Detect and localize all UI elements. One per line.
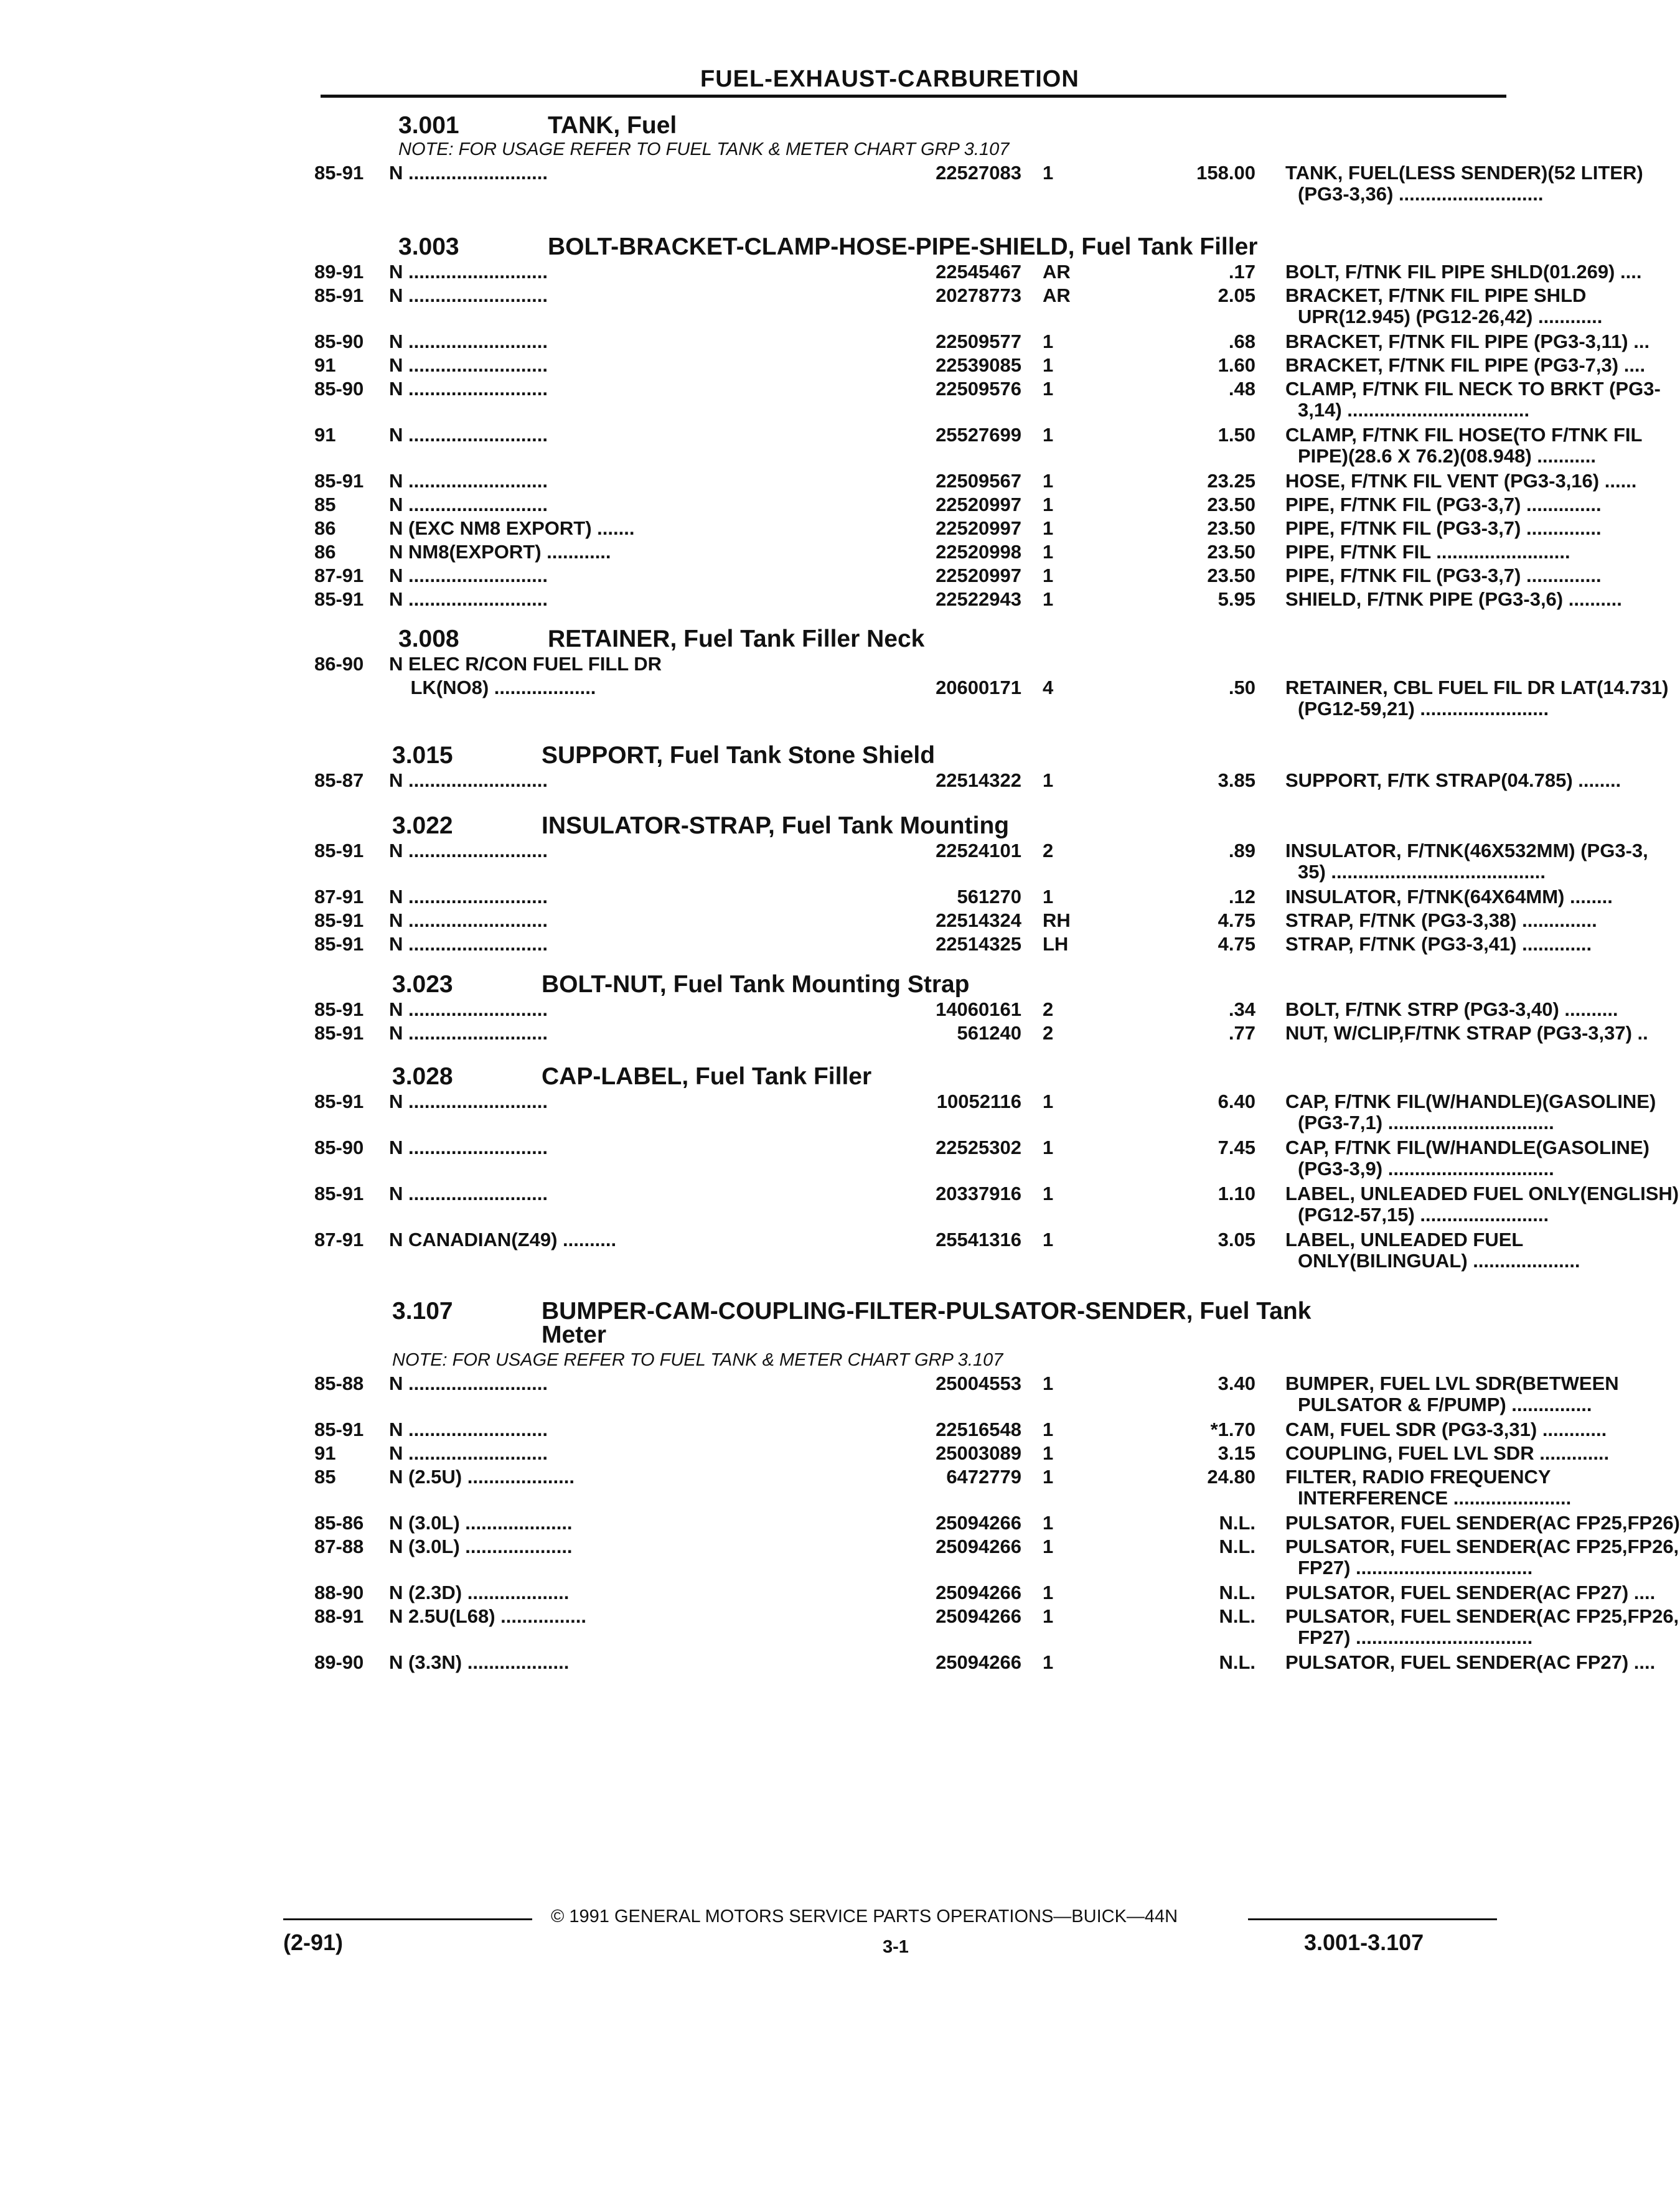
price: .68 <box>1228 331 1255 352</box>
model-years: 89-91 <box>314 261 364 283</box>
group-number: 3.022 <box>392 812 453 839</box>
description: CAM, FUEL SDR (PG3-3,31) ............ <box>1285 1419 1607 1440</box>
part-number: 22514324 <box>936 909 1021 931</box>
usage: N (EXC NM8 EXPORT) ....... <box>389 517 635 539</box>
part-number: 25094266 <box>936 1536 1021 1557</box>
price: .12 <box>1228 886 1255 908</box>
description: PULSATOR, FUEL SENDER(AC FP25,FP26, <box>1285 1605 1679 1627</box>
footer-page-number: 3-1 <box>883 1937 909 1957</box>
footer-group-range: 3.001-3.107 <box>1304 1930 1424 1955</box>
usage: N .......................... <box>389 1183 548 1204</box>
part-number: 25094266 <box>936 1651 1021 1673</box>
group-title: INSULATOR-STRAP, Fuel Tank Mounting <box>542 812 1010 839</box>
part-number: 22514322 <box>936 769 1021 791</box>
part-number: 22509567 <box>936 470 1021 492</box>
table-row <box>314 565 1602 588</box>
group-number: 3.003 <box>398 233 459 260</box>
description: FILTER, RADIO FREQUENCY <box>1285 1466 1551 1488</box>
description: SHIELD, F/TNK PIPE (PG3-3,6) .......... <box>1285 588 1622 610</box>
price: 23.25 <box>1207 470 1255 492</box>
model-years: 85-91 <box>314 1183 364 1204</box>
part-number: 561270 <box>957 886 1021 908</box>
table-row <box>314 470 1637 494</box>
model-years: 85-91 <box>314 284 364 306</box>
part-number: 25527699 <box>936 424 1021 446</box>
price: 24.80 <box>1207 1466 1255 1488</box>
price: 3.85 <box>1218 769 1255 791</box>
quantity: 1 <box>1043 517 1054 539</box>
price: N.L. <box>1219 1651 1255 1673</box>
quantity: 1 <box>1043 1442 1054 1464</box>
part-number: 22520998 <box>936 541 1021 563</box>
usage: N (2.5U) .................... <box>389 1466 575 1488</box>
table-row <box>314 1442 1610 1466</box>
table-row <box>314 261 1642 284</box>
description: HOSE, F/TNK FIL VENT (PG3-3,16) ...... <box>1285 470 1637 492</box>
model-years: 85-86 <box>314 1512 364 1534</box>
description-continued: 3,14) .................................. <box>1298 399 1530 421</box>
part-number: 22514325 <box>936 933 1021 955</box>
quantity: 4 <box>1043 677 1054 698</box>
quantity: 1 <box>1043 494 1054 515</box>
table-row <box>314 677 1669 700</box>
price: 23.50 <box>1207 494 1255 515</box>
table-row <box>314 517 1602 541</box>
table-row <box>314 541 1570 565</box>
price: 4.75 <box>1218 933 1255 955</box>
group-title: BOLT-BRACKET-CLAMP-HOSE-PIPE-SHIELD, Fuel Tank Filler <box>548 233 1258 260</box>
usage: N (3.3N) ................... <box>389 1651 570 1673</box>
quantity: 1 <box>1043 1091 1054 1112</box>
usage: N .......................... <box>389 354 548 376</box>
description-continued: (PG12-57,15) ........................ <box>1298 1204 1549 1226</box>
header-rule <box>321 95 1506 98</box>
usage: N .......................... <box>389 1442 548 1464</box>
quantity: LH <box>1043 933 1069 955</box>
usage: N .......................... <box>389 769 548 791</box>
quantity: 1 <box>1043 565 1054 586</box>
table-row <box>314 1091 1656 1114</box>
description: PULSATOR, FUEL SENDER(AC FP27) .... <box>1285 1651 1656 1673</box>
usage: N (2.3D) ................... <box>389 1582 570 1603</box>
quantity: 2 <box>1043 998 1054 1020</box>
part-number: 20600171 <box>936 677 1021 698</box>
quantity: 1 <box>1043 1512 1054 1534</box>
group-title: CAP-LABEL, Fuel Tank Filler <box>542 1063 872 1090</box>
description: BOLT, F/TNK FIL PIPE SHLD(01.269) .... <box>1285 261 1642 283</box>
table-row <box>314 769 1621 793</box>
description: BRACKET, F/TNK FIL PIPE (PG3-7,3) .... <box>1285 354 1646 376</box>
description: SUPPORT, F/TK STRAP(04.785) ........ <box>1285 769 1621 791</box>
description-continued: INTERFERENCE ...................... <box>1298 1487 1572 1509</box>
part-number: 22545467 <box>936 261 1021 283</box>
part-number: 25094266 <box>936 1512 1021 1534</box>
usage: N .......................... <box>389 1137 548 1158</box>
usage-note: NOTE: FOR USAGE REFER TO FUEL TANK & METER CHART GRP 3.107 <box>398 139 1010 159</box>
model-years: 88-90 <box>314 1582 364 1603</box>
model-years: 86 <box>314 517 336 539</box>
usage-note: NOTE: FOR USAGE REFER TO FUEL TANK & METER CHART GRP 3.107 <box>392 1350 1003 1370</box>
price: 4.75 <box>1218 909 1255 931</box>
usage: N .......................... <box>389 840 548 861</box>
model-years: 85-91 <box>314 162 364 184</box>
description: CLAMP, F/TNK FIL HOSE(TO F/TNK FIL <box>1285 424 1643 446</box>
part-number: 22525302 <box>936 1137 1021 1158</box>
model-years: 85-91 <box>314 588 364 610</box>
table-row <box>314 1512 1680 1536</box>
usage: N .......................... <box>389 424 548 446</box>
model-years: 85-91 <box>314 909 364 931</box>
part-number: 10052116 <box>936 1091 1021 1112</box>
quantity: 1 <box>1043 378 1054 400</box>
part-number: 25004553 <box>936 1372 1021 1394</box>
description-continued: PIPE)(28.6 X 76.2)(08.948) ........... <box>1298 445 1597 467</box>
description: BRACKET, F/TNK FIL PIPE (PG3-3,11) ... <box>1285 331 1650 352</box>
quantity: 1 <box>1043 1466 1054 1488</box>
table-row <box>314 494 1602 517</box>
description: BRACKET, F/TNK FIL PIPE SHLD <box>1285 284 1587 306</box>
price: 3.05 <box>1218 1229 1255 1250</box>
usage: N CANADIAN(Z49) .......... <box>389 1229 617 1250</box>
group-number: 3.015 <box>392 742 453 769</box>
group-number: 3.107 <box>392 1298 453 1325</box>
table-row <box>314 840 1648 863</box>
part-number: 14060161 <box>936 998 1021 1020</box>
part-number: 22516548 <box>936 1419 1021 1440</box>
quantity: 2 <box>1043 840 1054 861</box>
table-row <box>314 284 1587 308</box>
footer-rule-left <box>283 1918 532 1920</box>
usage: N (3.0L) .................... <box>389 1512 573 1534</box>
description-continued: 35) ........................................ <box>1298 861 1546 883</box>
group-number: 3.023 <box>392 971 453 998</box>
table-row <box>314 424 1643 448</box>
description-continued: (PG12-59,21) ........................ <box>1298 698 1549 720</box>
model-years: 85-91 <box>314 470 364 492</box>
price: 5.95 <box>1218 588 1255 610</box>
description: PIPE, F/TNK FIL (PG3-3,7) .............. <box>1285 494 1602 515</box>
page-header-title: FUEL-EXHAUST-CARBURETION <box>700 66 1079 92</box>
description: CLAMP, F/TNK FIL NECK TO BRKT (PG3- <box>1285 378 1661 400</box>
usage: N .......................... <box>389 588 548 610</box>
description: PULSATOR, FUEL SENDER(AC FP25,FP26) <box>1285 1512 1680 1534</box>
usage: N .......................... <box>389 1372 548 1394</box>
price: *1.70 <box>1210 1419 1255 1440</box>
group-title: TANK, Fuel <box>548 112 677 139</box>
quantity: 1 <box>1043 886 1054 908</box>
model-years: 87-91 <box>314 565 364 586</box>
part-number: 25094266 <box>936 1605 1021 1627</box>
usage: N .......................... <box>389 331 548 352</box>
description-continued: (PG3-3,9) ............................... <box>1298 1158 1554 1180</box>
usage: N .......................... <box>389 1419 548 1440</box>
table-row <box>314 1372 1619 1396</box>
quantity: 1 <box>1043 1582 1054 1603</box>
price: N.L. <box>1219 1512 1255 1534</box>
usage: N .......................... <box>389 284 548 306</box>
table-row <box>314 378 1661 401</box>
table-row <box>314 1229 1524 1252</box>
description: CAP, F/TNK FIL(W/HANDLE(GASOLINE) <box>1285 1137 1649 1158</box>
model-years: 85-90 <box>314 1137 364 1158</box>
description: LABEL, UNLEADED FUEL <box>1285 1229 1524 1250</box>
price: .89 <box>1228 840 1255 861</box>
part-number: 20337916 <box>936 1183 1021 1204</box>
description: PIPE, F/TNK FIL ......................... <box>1285 541 1570 563</box>
group-title: SUPPORT, Fuel Tank Stone Shield <box>542 742 936 769</box>
table-row <box>314 1022 1648 1046</box>
price: N.L. <box>1219 1582 1255 1603</box>
table-row <box>314 1536 1679 1559</box>
usage: N .......................... <box>389 998 548 1020</box>
description: PIPE, F/TNK FIL (PG3-3,7) .............. <box>1285 517 1602 539</box>
quantity: 1 <box>1043 1183 1054 1204</box>
table-row <box>314 1419 1607 1442</box>
model-years: 89-90 <box>314 1651 364 1673</box>
price: N.L. <box>1219 1605 1255 1627</box>
footer-rule-right <box>1248 1918 1497 1920</box>
table-row <box>314 653 1497 677</box>
table-row <box>314 331 1650 354</box>
price: 1.10 <box>1218 1183 1255 1204</box>
part-number: 20278773 <box>936 284 1021 306</box>
model-years: 85-90 <box>314 331 364 352</box>
description: INSULATOR, F/TNK(64X64MM) ........ <box>1285 886 1613 908</box>
group-title-continued: Meter <box>542 1321 607 1348</box>
part-number: 22524101 <box>936 840 1021 861</box>
price: .77 <box>1228 1022 1255 1044</box>
model-years: 85-91 <box>314 933 364 955</box>
price: 23.50 <box>1207 565 1255 586</box>
group-title: BUMPER-CAM-COUPLING-FILTER-PULSATOR-SENDER, Fuel Tank <box>542 1298 1312 1325</box>
model-years: 85-91 <box>314 840 364 861</box>
table-row <box>314 1651 1656 1675</box>
part-number: 22509576 <box>936 378 1021 400</box>
usage: N ELEC R/CON FUEL FILL DR <box>389 653 662 675</box>
description: COUPLING, FUEL LVL SDR ............. <box>1285 1442 1610 1464</box>
description-continued: ONLY(BILINGUAL) .................... <box>1298 1250 1580 1272</box>
model-years: 87-91 <box>314 886 364 908</box>
price: 23.50 <box>1207 541 1255 563</box>
part-number: 25541316 <box>936 1229 1021 1250</box>
quantity: 1 <box>1043 331 1054 352</box>
price: 2.05 <box>1218 284 1255 306</box>
quantity: 1 <box>1043 1229 1054 1250</box>
quantity: 1 <box>1043 162 1054 184</box>
quantity: 1 <box>1043 354 1054 376</box>
table-row <box>314 162 1643 185</box>
description: PULSATOR, FUEL SENDER(AC FP27) .... <box>1285 1582 1656 1603</box>
usage: N .......................... <box>389 494 548 515</box>
table-row <box>314 1582 1656 1605</box>
price: 23.50 <box>1207 517 1255 539</box>
quantity: RH <box>1043 909 1071 931</box>
footer-date: (2-91) <box>283 1930 344 1955</box>
part-number: 22520997 <box>936 517 1021 539</box>
part-number: 22509577 <box>936 331 1021 352</box>
model-years: 86 <box>314 541 336 563</box>
footer-copyright: © 1991 GENERAL MOTORS SERVICE PARTS OPERATIONS—BUICK—44N <box>551 1907 1178 1926</box>
group-number: 3.001 <box>398 112 459 139</box>
usage: N .......................... <box>389 565 548 586</box>
model-years: 85-91 <box>314 1022 364 1044</box>
model-years: 85-88 <box>314 1372 364 1394</box>
table-row <box>314 1137 1649 1160</box>
usage: N 2.5U(L68) ................ <box>389 1605 586 1627</box>
quantity: 1 <box>1043 1651 1054 1673</box>
usage: N .......................... <box>389 933 548 955</box>
usage: N NM8(EXPORT) ............ <box>389 541 611 563</box>
group-number: 3.028 <box>392 1063 453 1090</box>
usage: N .......................... <box>389 1091 548 1112</box>
description: BUMPER, FUEL LVL SDR(BETWEEN <box>1285 1372 1619 1394</box>
price: .17 <box>1228 261 1255 283</box>
part-number: 22520997 <box>936 494 1021 515</box>
price: 3.40 <box>1218 1372 1255 1394</box>
table-row <box>314 933 1592 957</box>
quantity: 1 <box>1043 1137 1054 1158</box>
group-number: 3.008 <box>398 626 459 652</box>
model-years: 87-91 <box>314 1229 364 1250</box>
description-continued: FP27) ................................. <box>1298 1557 1533 1579</box>
quantity: 1 <box>1043 541 1054 563</box>
quantity: 1 <box>1043 769 1054 791</box>
description: NUT, W/CLIP,F/TNK STRAP (PG3-3,37) .. <box>1285 1022 1648 1044</box>
description: PIPE, F/TNK FIL (PG3-3,7) .............. <box>1285 565 1602 586</box>
price: 6.40 <box>1218 1091 1255 1112</box>
part-number: 561240 <box>957 1022 1021 1044</box>
quantity: 1 <box>1043 1372 1054 1394</box>
model-years: 88-91 <box>314 1605 364 1627</box>
table-row <box>314 1605 1679 1629</box>
model-years: 85-91 <box>314 998 364 1020</box>
part-number: 22527083 <box>936 162 1021 184</box>
model-years: 85-87 <box>314 769 364 791</box>
group-title: RETAINER, Fuel Tank Filler Neck <box>548 626 925 652</box>
model-years: 85-90 <box>314 378 364 400</box>
table-row <box>314 886 1613 909</box>
description-continued: (PG3-7,1) ............................... <box>1298 1112 1554 1133</box>
part-number: 22522943 <box>936 588 1021 610</box>
description-continued: PULSATOR & F/PUMP) ............... <box>1298 1394 1592 1415</box>
usage: N .......................... <box>389 261 548 283</box>
table-row <box>314 354 1646 378</box>
part-number: 25003089 <box>936 1442 1021 1464</box>
model-years: 85 <box>314 1466 336 1488</box>
table-row <box>314 1466 1551 1490</box>
usage: N .......................... <box>389 378 548 400</box>
description-continued: UPR(12.945) (PG12-26,42) ............ <box>1298 306 1603 327</box>
description: LABEL, UNLEADED FUEL ONLY(ENGLISH) <box>1285 1183 1679 1204</box>
quantity: 1 <box>1043 424 1054 446</box>
model-years: 91 <box>314 424 336 446</box>
description: PULSATOR, FUEL SENDER(AC FP25,FP26, <box>1285 1536 1679 1557</box>
model-years: 91 <box>314 1442 336 1464</box>
usage: LK(NO8) ................... <box>389 677 596 698</box>
usage: N (3.0L) .................... <box>389 1536 573 1557</box>
quantity: 1 <box>1043 1536 1054 1557</box>
price: 3.15 <box>1218 1442 1255 1464</box>
description-continued: (PG3-3,36) ........................... <box>1298 183 1544 205</box>
quantity: 1 <box>1043 470 1054 492</box>
model-years: 85-91 <box>314 1419 364 1440</box>
table-row <box>314 588 1622 612</box>
part-number: 25094266 <box>936 1582 1021 1603</box>
part-number: 22520997 <box>936 565 1021 586</box>
table-row <box>314 1183 1679 1206</box>
usage: N .......................... <box>389 886 548 908</box>
usage: N .......................... <box>389 162 548 184</box>
price: 7.45 <box>1218 1137 1255 1158</box>
model-years: 85-91 <box>314 1091 364 1112</box>
quantity: AR <box>1043 261 1071 283</box>
price: .48 <box>1228 378 1255 400</box>
group-title: BOLT-NUT, Fuel Tank Mounting Strap <box>542 971 970 998</box>
price: N.L. <box>1219 1536 1255 1557</box>
usage: N .......................... <box>389 909 548 931</box>
quantity: 2 <box>1043 1022 1054 1044</box>
quantity: 1 <box>1043 1605 1054 1627</box>
description: RETAINER, CBL FUEL FIL DR LAT(14.731) <box>1285 677 1669 698</box>
part-number: 6472779 <box>946 1466 1021 1488</box>
description: CAP, F/TNK FIL(W/HANDLE)(GASOLINE) <box>1285 1091 1656 1112</box>
model-years: 86-90 <box>314 653 364 675</box>
description: TANK, FUEL(LESS SENDER)(52 LITER) <box>1285 162 1643 184</box>
usage: N .......................... <box>389 1022 548 1044</box>
description-continued: FP27) ................................. <box>1298 1626 1533 1648</box>
description: STRAP, F/TNK (PG3-3,38) .............. <box>1285 909 1597 931</box>
price: .50 <box>1228 677 1255 698</box>
description: INSULATOR, F/TNK(46X532MM) (PG3-3, <box>1285 840 1648 861</box>
price: 1.60 <box>1218 354 1255 376</box>
description: BOLT, F/TNK STRP (PG3-3,40) .......... <box>1285 998 1618 1020</box>
quantity: 1 <box>1043 588 1054 610</box>
table-row <box>314 909 1597 933</box>
price: 158.00 <box>1196 162 1255 184</box>
price: .34 <box>1228 998 1255 1020</box>
usage: N .......................... <box>389 470 548 492</box>
model-years: 85 <box>314 494 336 515</box>
description: STRAP, F/TNK (PG3-3,41) ............. <box>1285 933 1592 955</box>
model-years: 87-88 <box>314 1536 364 1557</box>
part-number: 22539085 <box>936 354 1021 376</box>
price: 1.50 <box>1218 424 1255 446</box>
quantity: 1 <box>1043 1419 1054 1440</box>
table-row <box>314 998 1618 1022</box>
model-years: 91 <box>314 354 336 376</box>
quantity: AR <box>1043 284 1071 306</box>
